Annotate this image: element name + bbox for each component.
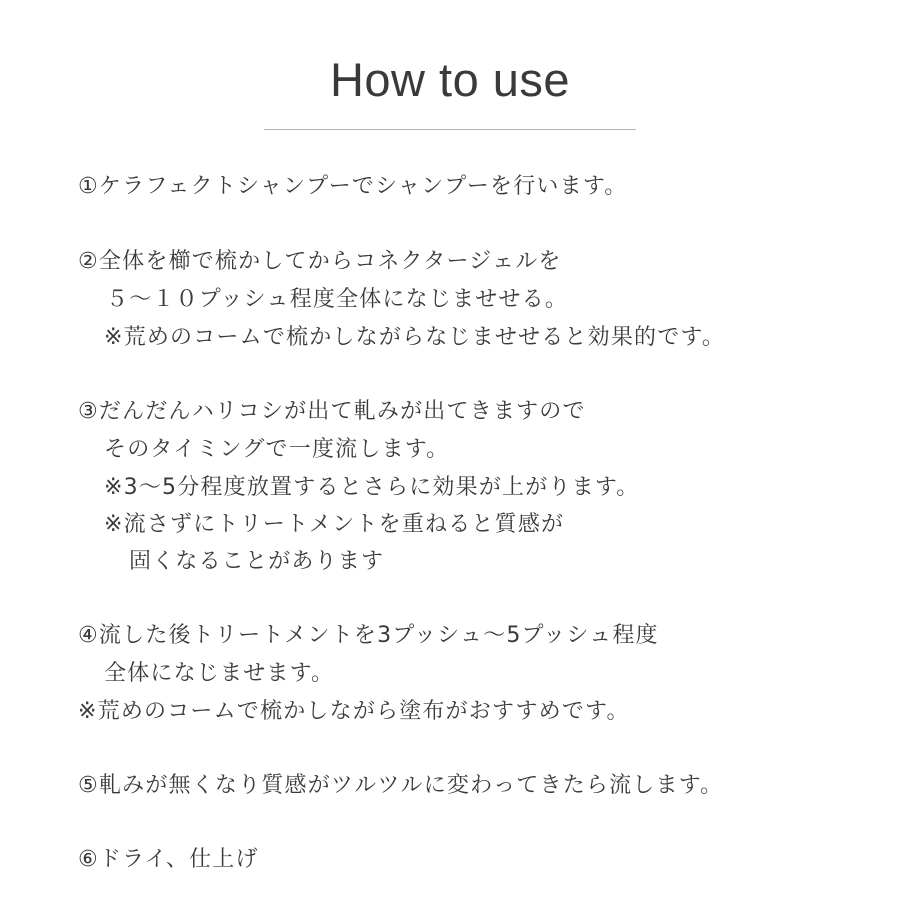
- step-2-line-1: ②全体を櫛で梳かしてからコネクタージェルを: [78, 249, 562, 274]
- page-title: How to use: [329, 53, 571, 106]
- title-divider: [264, 129, 636, 130]
- step-2-line-2: ５～１０プッシュ程度全体になじませせる。: [106, 287, 569, 312]
- step-4-line-1: ④流した後トリートメントを3プッシュ～5プッシュ程度: [78, 623, 659, 648]
- step-4-line-2: 全体になじませます。: [104, 661, 335, 686]
- step-3-line-2: そのタイミングで一度流します。: [104, 437, 450, 462]
- step-2-note: ※荒めのコームで梳かしながらなじませせると効果的です。: [104, 325, 726, 350]
- step-3-note-2-cont: 固くなることがあります: [129, 549, 385, 574]
- step-1-line-1: ①ケラフェクトシャンプーでシャンプーを行います。: [78, 174, 628, 199]
- step-3-note-1: ※3～5分程度放置するとさらに効果が上がります。: [104, 475, 640, 500]
- step-5-line-1: ⑤軋みが無くなり質感がツルツルに変わってきたら流します。: [78, 773, 724, 798]
- step-4-note: ※荒めのコームで梳かしながら塗布がおすすめです。: [78, 699, 630, 724]
- step-3-note-2: ※流さずにトリートメントを重ねると質感が: [104, 512, 565, 537]
- step-6-line-1: ⑥ドライ、仕上げ: [78, 847, 259, 872]
- step-3-line-1: ③だんだんハリコシが出て軋みが出てきますので: [78, 399, 586, 424]
